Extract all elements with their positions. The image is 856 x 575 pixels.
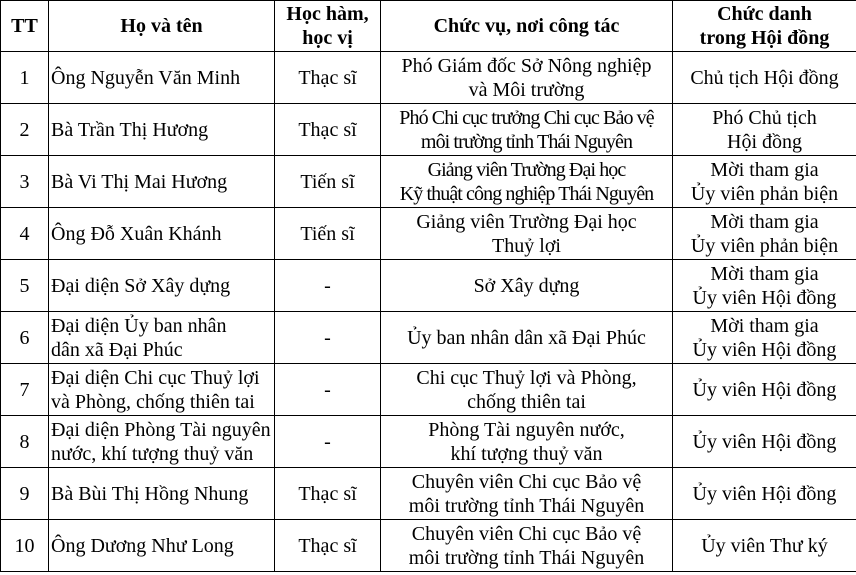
cell-tt: 10 xyxy=(1,520,49,572)
cell-name: Đại diện Sở Xây dựng xyxy=(49,260,275,312)
cell-tt: 1 xyxy=(1,52,49,104)
cell-name: Bà Vi Thị Mai Hương xyxy=(49,156,275,208)
cell-name: Ông Dương Như Long xyxy=(49,520,275,572)
header-degree: Học hàm, học vị xyxy=(275,1,381,52)
cell-tt: 3 xyxy=(1,156,49,208)
cell-position: Phó Chi cục trưởng Chi cục Bảo vệ môi trường tỉnh Thái Nguyên xyxy=(381,104,673,156)
cell-position: Giảng viên Trường Đại học Kỹ thuật công nghiệp Thái Nguyên xyxy=(381,156,673,208)
cell-degree: - xyxy=(275,312,381,364)
cell-role: Ủy viên Hội đồng xyxy=(673,416,856,468)
cell-name: Đại diện Ủy ban nhân dân xã Đại Phúc xyxy=(49,312,275,364)
cell-position: Phòng Tài nguyên nước, khí tượng thuỷ văn xyxy=(381,416,673,468)
cell-degree: Tiến sĩ xyxy=(275,208,381,260)
header-name: Họ và tên xyxy=(49,1,275,52)
cell-tt: 5 xyxy=(1,260,49,312)
header-role: Chức danh trong Hội đồng xyxy=(673,1,856,52)
cell-degree: - xyxy=(275,364,381,416)
table-row xyxy=(1,416,856,468)
cell-name: Ông Nguyễn Văn Minh xyxy=(49,52,275,104)
table-row xyxy=(1,260,856,312)
cell-degree: Thạc sĩ xyxy=(275,520,381,572)
cell-tt: 4 xyxy=(1,208,49,260)
cell-role: Mời tham gia Ủy viên phản biện xyxy=(673,208,856,260)
cell-position: Phó Giám đốc Sở Nông nghiệp và Môi trường xyxy=(381,52,673,104)
cell-degree: Thạc sĩ xyxy=(275,104,381,156)
table-row xyxy=(1,364,856,416)
cell-tt: 9 xyxy=(1,468,49,520)
table-row xyxy=(1,52,856,104)
cell-role: Mời tham gia Ủy viên Hội đồng xyxy=(673,312,856,364)
cell-degree: - xyxy=(275,416,381,468)
table-row xyxy=(1,312,856,364)
cell-name: Đại diện Phòng Tài nguyên nước, khí tượng thuỷ văn xyxy=(49,416,275,468)
cell-name: Đại diện Chi cục Thuỷ lợi và Phòng, chống thiên tai xyxy=(49,364,275,416)
header-position: Chức vụ, nơi công tác xyxy=(381,1,673,52)
cell-position: Sở Xây dựng xyxy=(381,260,673,312)
cell-tt: 7 xyxy=(1,364,49,416)
cell-role: Mời tham gia Ủy viên phản biện xyxy=(673,156,856,208)
cell-tt: 6 xyxy=(1,312,49,364)
header-row xyxy=(1,1,856,52)
table-row xyxy=(1,156,856,208)
cell-tt: 2 xyxy=(1,104,49,156)
table-row xyxy=(1,208,856,260)
cell-name: Ông Đỗ Xuân Khánh xyxy=(49,208,275,260)
cell-position: Ủy ban nhân dân xã Đại Phúc xyxy=(381,312,673,364)
cell-role: Ủy viên Hội đồng xyxy=(673,468,856,520)
cell-degree: Tiến sĩ xyxy=(275,156,381,208)
cell-degree: Thạc sĩ xyxy=(275,52,381,104)
table-row xyxy=(1,468,856,520)
cell-tt: 8 xyxy=(1,416,49,468)
cell-position: Chi cục Thuỷ lợi và Phòng, chống thiên tai xyxy=(381,364,673,416)
cell-position: Chuyên viên Chi cục Bảo vệ môi trường tỉnh Thái Nguyên xyxy=(381,468,673,520)
table-row xyxy=(1,104,856,156)
table-row xyxy=(1,520,856,572)
cell-role: Ủy viên Thư ký xyxy=(673,520,856,572)
cell-degree: - xyxy=(275,260,381,312)
cell-name: Bà Trần Thị Hương xyxy=(49,104,275,156)
cell-role: Mời tham gia Ủy viên Hội đồng xyxy=(673,260,856,312)
header-tt: TT xyxy=(1,1,49,52)
cell-role: Ủy viên Hội đồng xyxy=(673,364,856,416)
cell-position: Giảng viên Trường Đại học Thuỷ lợi xyxy=(381,208,673,260)
cell-role: Phó Chủ tịch Hội đồng xyxy=(673,104,856,156)
cell-degree: Thạc sĩ xyxy=(275,468,381,520)
cell-position: Chuyên viên Chi cục Bảo vệ môi trường tỉnh Thái Nguyên xyxy=(381,520,673,572)
cell-role: Chủ tịch Hội đồng xyxy=(673,52,856,104)
cell-name: Bà Bùi Thị Hồng Nhung xyxy=(49,468,275,520)
